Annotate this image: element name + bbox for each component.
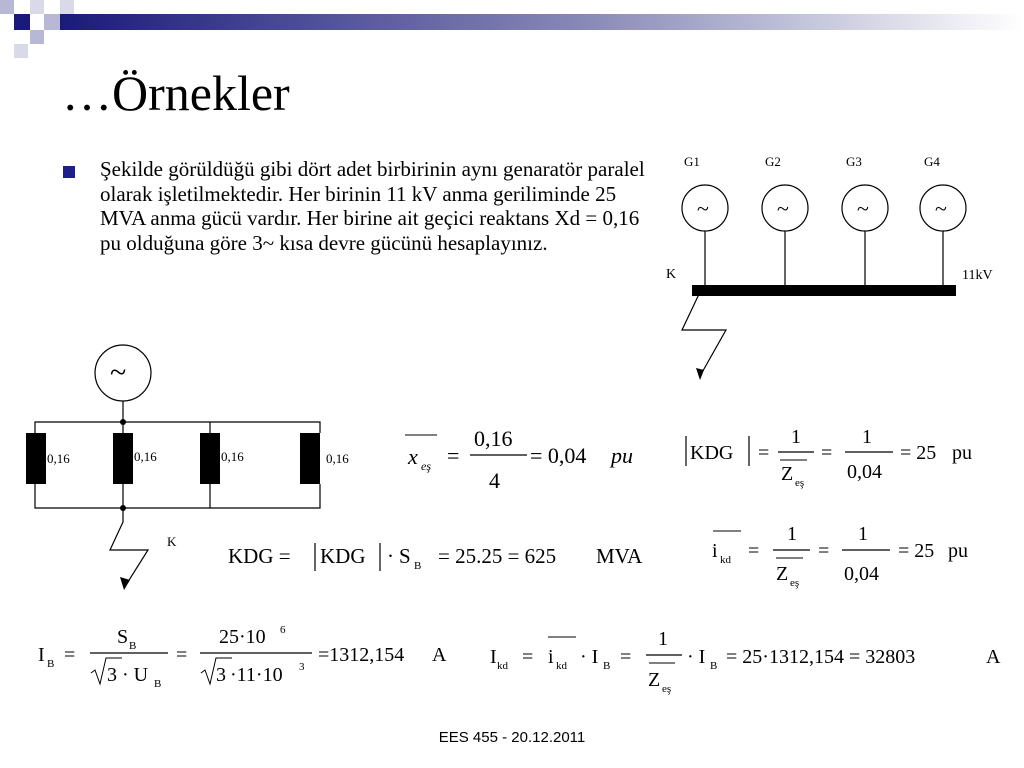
eq2-den1-sub: eş	[795, 477, 805, 489]
eq5-unit: A	[432, 644, 447, 666]
slide-title: …Örnekler	[62, 65, 290, 121]
eq1-result: = 0,04	[530, 443, 587, 468]
eq3-dot: ·	[387, 544, 394, 568]
reactance-label-1: 0,16	[47, 451, 70, 466]
eq6-lhs: I	[490, 646, 497, 668]
eq2-unit: pu	[952, 442, 972, 464]
svg-text:=: =	[64, 644, 76, 666]
eq6-den-sub: eş	[662, 683, 672, 695]
eq3-abs: KDG	[320, 544, 366, 568]
eq3-lhs: KDG =	[228, 544, 291, 568]
svg-text:=: =	[821, 442, 833, 464]
eq6-result: = 25·1312,154 = 32803	[726, 646, 916, 668]
eq4-lhs-sub: kd	[720, 554, 731, 566]
eq4-den1: Z	[776, 563, 789, 585]
eq5-num2-exp: 6	[280, 624, 286, 636]
slide-footer: EES 455 - 20.12.2011	[438, 729, 586, 746]
eq5-num2-a: 25·10	[219, 626, 266, 648]
eq2-lhs: KDG	[690, 442, 734, 464]
eq6-dot1: · I	[580, 646, 599, 668]
svg-text:=: =	[522, 646, 534, 668]
reactance-label-4: 0,16	[326, 451, 349, 466]
eq5-num1-sub: B	[129, 640, 137, 652]
eq2-num1: 1	[791, 426, 801, 448]
eq2-num2: 1	[862, 426, 872, 448]
gen-symbol-4: ~	[935, 196, 947, 221]
eq1-num: 0,16	[474, 426, 513, 451]
fault-label: K	[666, 267, 677, 282]
eq6-i-sub: kd	[556, 660, 567, 672]
gen-label-1: G1	[684, 154, 700, 169]
eq4-num1: 1	[787, 523, 797, 545]
eq4-lhs: i	[712, 540, 718, 562]
svg-text:=: =	[748, 540, 760, 562]
eq5-lhs: I	[38, 644, 45, 666]
svg-text:=: =	[758, 442, 770, 464]
eq3-s-sub: B	[414, 560, 422, 572]
eq4-den2: 0,04	[844, 563, 879, 585]
svg-text:=: =	[818, 540, 830, 562]
eq5-den1-a: 3	[107, 664, 117, 686]
reactance-label-2: 0,16	[134, 449, 157, 464]
eq4-unit: pu	[948, 540, 968, 562]
eq2-den2: 0,04	[847, 461, 882, 483]
svg-text:=: =	[620, 646, 632, 668]
eq5-den1-sub: B	[154, 678, 162, 690]
eq5-den2-b: ·11·10	[230, 664, 283, 686]
eq6-sub2: B	[710, 660, 718, 672]
eq1-den: 4	[489, 468, 500, 493]
eq6-sub1: B	[603, 660, 611, 672]
eq3-rest: = 25.25 = 625	[438, 544, 557, 568]
eq6-unit: A	[986, 646, 1001, 668]
eq2-result: = 25	[900, 442, 937, 464]
eq1-unit: pu	[611, 443, 633, 468]
gen-symbol-2: ~	[777, 196, 789, 221]
eq5-den2-exp: 3	[299, 661, 305, 673]
gen-symbol-1: ~	[697, 196, 709, 221]
reactance-label-3: 0,16	[221, 449, 244, 464]
eq2-den1: Z	[781, 463, 794, 485]
gen-label-4: G4	[924, 154, 940, 169]
gen-label-2: G2	[765, 154, 781, 169]
fault-label-bottom: K	[167, 534, 177, 549]
gen-symbol-3: ~	[857, 196, 869, 221]
eq5-den1-b: · U	[122, 664, 149, 686]
eq6-den: Z	[648, 669, 661, 691]
eq5-result: =1312,154	[318, 644, 405, 666]
eq1-lhs: x	[408, 444, 418, 469]
eq6-dot2: · I	[687, 646, 706, 668]
eq5-num1: S	[117, 626, 129, 648]
eq6-lhs-sub: kd	[497, 660, 508, 672]
svg-text:=: =	[176, 644, 188, 666]
eq3-unit: MVA	[596, 544, 643, 568]
gen-label-3: G3	[846, 154, 862, 169]
eq4-num2: 1	[858, 523, 868, 545]
bus-voltage-label: 11kV	[962, 268, 993, 283]
eq3-s: S	[399, 544, 411, 568]
eq4-result: = 25	[898, 540, 935, 562]
source-symbol: ~	[110, 356, 127, 389]
eq1-lhs-sub: eş	[421, 459, 431, 473]
eq4-den1-sub: eş	[790, 577, 800, 589]
eq6-i: i	[548, 646, 554, 668]
eq5-den2-a: 3	[216, 664, 226, 686]
eq6-num: 1	[658, 628, 668, 650]
eq5-lhs-sub: B	[47, 658, 55, 670]
eq1-eq: =	[447, 443, 460, 468]
problem-statement: Şekilde görüldüğü gibi dört adet birbirinin aynı genaratör paralel olarak işletilmektedir. Her birinin 11 kV anma geriliminde 25 MVA anma gücü vardır. Her birine ait geçici reaktans Xd = 0,16 pu olduğuna göre 3~ kısa devre gücünü hesaplayınız.	[100, 157, 645, 255]
